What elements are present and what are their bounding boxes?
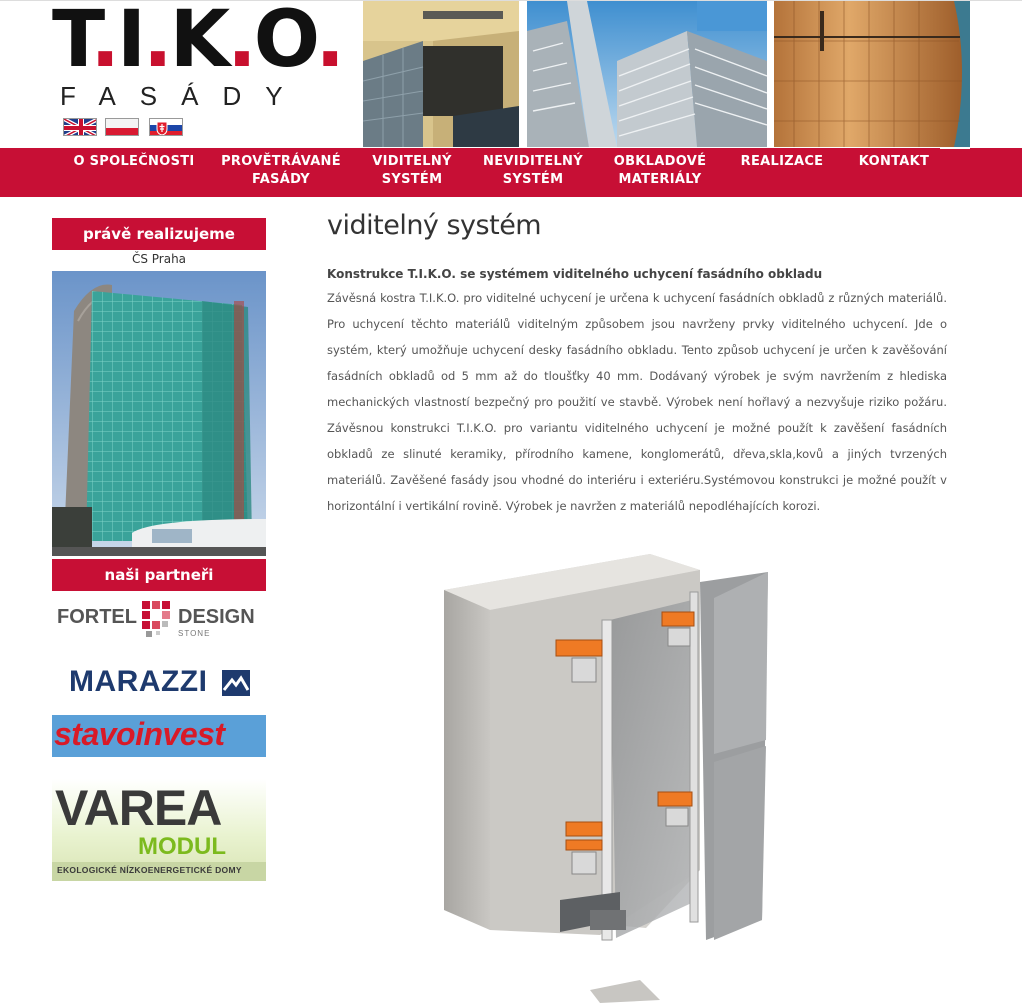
header-photo-facade-1 bbox=[363, 1, 519, 147]
current-projects-heading: právě realizujeme bbox=[52, 218, 266, 250]
system-diagram-image bbox=[430, 540, 790, 1003]
article-body: Závěsná kostra T.I.K.O. pro viditelné uchycení je určena k uchycení fasádních obkladů z různých materiálů. Pro uchycení těchto materiálů viditelným způsobem jsou navrženy prvky viditelného uchycení. Jde o systém, který umožňuje uchycení desky fasádního obkladu. Tento způsob uchycení je určen k zavěšování fasádních obkladů od 5 mm až do tloušťky 40 mm. Dodávaný výrobek je svým navržením z hlediska mechanických vlastností bezpečný pro použití ve stavbě. Výrobek není hořlavý a nezvyšuje riziko požáru. Závěsnou konstrukci T.I.K.O. pro variantu viditelného uchycení je možné použít k zavěšení fasádních obkladů ze slinuté keramiky, přírodního kamene, konglomerátů, dřeva,skla,kovů a jiných tvrzených materiálů. Zavěšené fasády jsou vhodné do interiéru i exteriéru.Systémovou konstrukci je možné použít v horizontální i vertikální rovině. Výrobek je navržen z materiálů nepodléhajících korozi. bbox=[327, 291, 947, 513]
modul-text: MODUL bbox=[138, 833, 226, 860]
nav-divider bbox=[940, 148, 970, 149]
nav-item-provetravane-fasady[interactable]: PROVĚTRÁVANÉ FASÁDY bbox=[221, 154, 341, 187]
main-navigation bbox=[0, 148, 1022, 197]
tiko-logo[interactable] bbox=[52, 0, 352, 111]
current-project-name[interactable]: ČS Praha bbox=[131, 252, 187, 266]
marazzi-mark-icon bbox=[222, 670, 250, 696]
nav-item-obkladove-materialy[interactable]: OBKLADOVÉ MATERIÁLY bbox=[613, 154, 707, 187]
nav-item-o-spolecnosti[interactable]: O SPOLEČNOSTI bbox=[73, 154, 195, 169]
current-project-photo[interactable] bbox=[52, 271, 266, 556]
varea-text: VAREA bbox=[55, 780, 222, 836]
partner-logo-fortel-design[interactable] bbox=[52, 595, 266, 651]
page-title: viditelný systém bbox=[327, 210, 542, 241]
header-photo-facade-2 bbox=[527, 1, 767, 147]
design-text: DESIGN bbox=[178, 606, 255, 628]
partner-logo-varea-modul[interactable] bbox=[52, 779, 266, 881]
partner-logo-marazzi[interactable] bbox=[52, 655, 266, 715]
logo-tagline: FASÁDY bbox=[60, 81, 307, 111]
flag-poland-icon[interactable] bbox=[105, 118, 139, 136]
nav-item-viditelny-system[interactable]: VIDITELNÝ SYSTÉM bbox=[372, 154, 452, 187]
varea-subtitle: EKOLOGICKÉ NÍZKOENERGETICKÉ DOMY bbox=[57, 865, 242, 875]
fortel-mosaic-icon bbox=[138, 599, 174, 639]
site-header bbox=[0, 0, 1022, 149]
main-content bbox=[327, 210, 947, 519]
partners-heading: naši partneři bbox=[52, 559, 266, 591]
stone-text: STONE bbox=[178, 629, 211, 638]
nav-item-neviditelny-system[interactable]: NEVIDITELNÝ SYSTÉM bbox=[483, 154, 583, 187]
marazzi-text: MARAZZI bbox=[69, 665, 208, 698]
header-photo-facade-3 bbox=[774, 1, 970, 147]
article-subtitle: Konstrukce T.I.K.O. se systémem viditelného uchycení fasádního obkladu bbox=[327, 267, 823, 281]
flag-slovakia-icon[interactable] bbox=[149, 118, 183, 136]
nav-item-kontakt[interactable]: KONTAKT bbox=[858, 154, 930, 169]
flag-uk-icon[interactable] bbox=[63, 118, 97, 136]
logo-wordmark: T.I.K.O. bbox=[52, 0, 343, 85]
sidebar bbox=[52, 218, 266, 881]
fortel-text: FORTEL bbox=[57, 606, 137, 628]
nav-item-realizace[interactable]: REALIZACE bbox=[740, 154, 824, 169]
partner-logo-stavoinvest[interactable] bbox=[52, 715, 266, 757]
stavoinvest-text: stavoinvest bbox=[54, 716, 225, 752]
